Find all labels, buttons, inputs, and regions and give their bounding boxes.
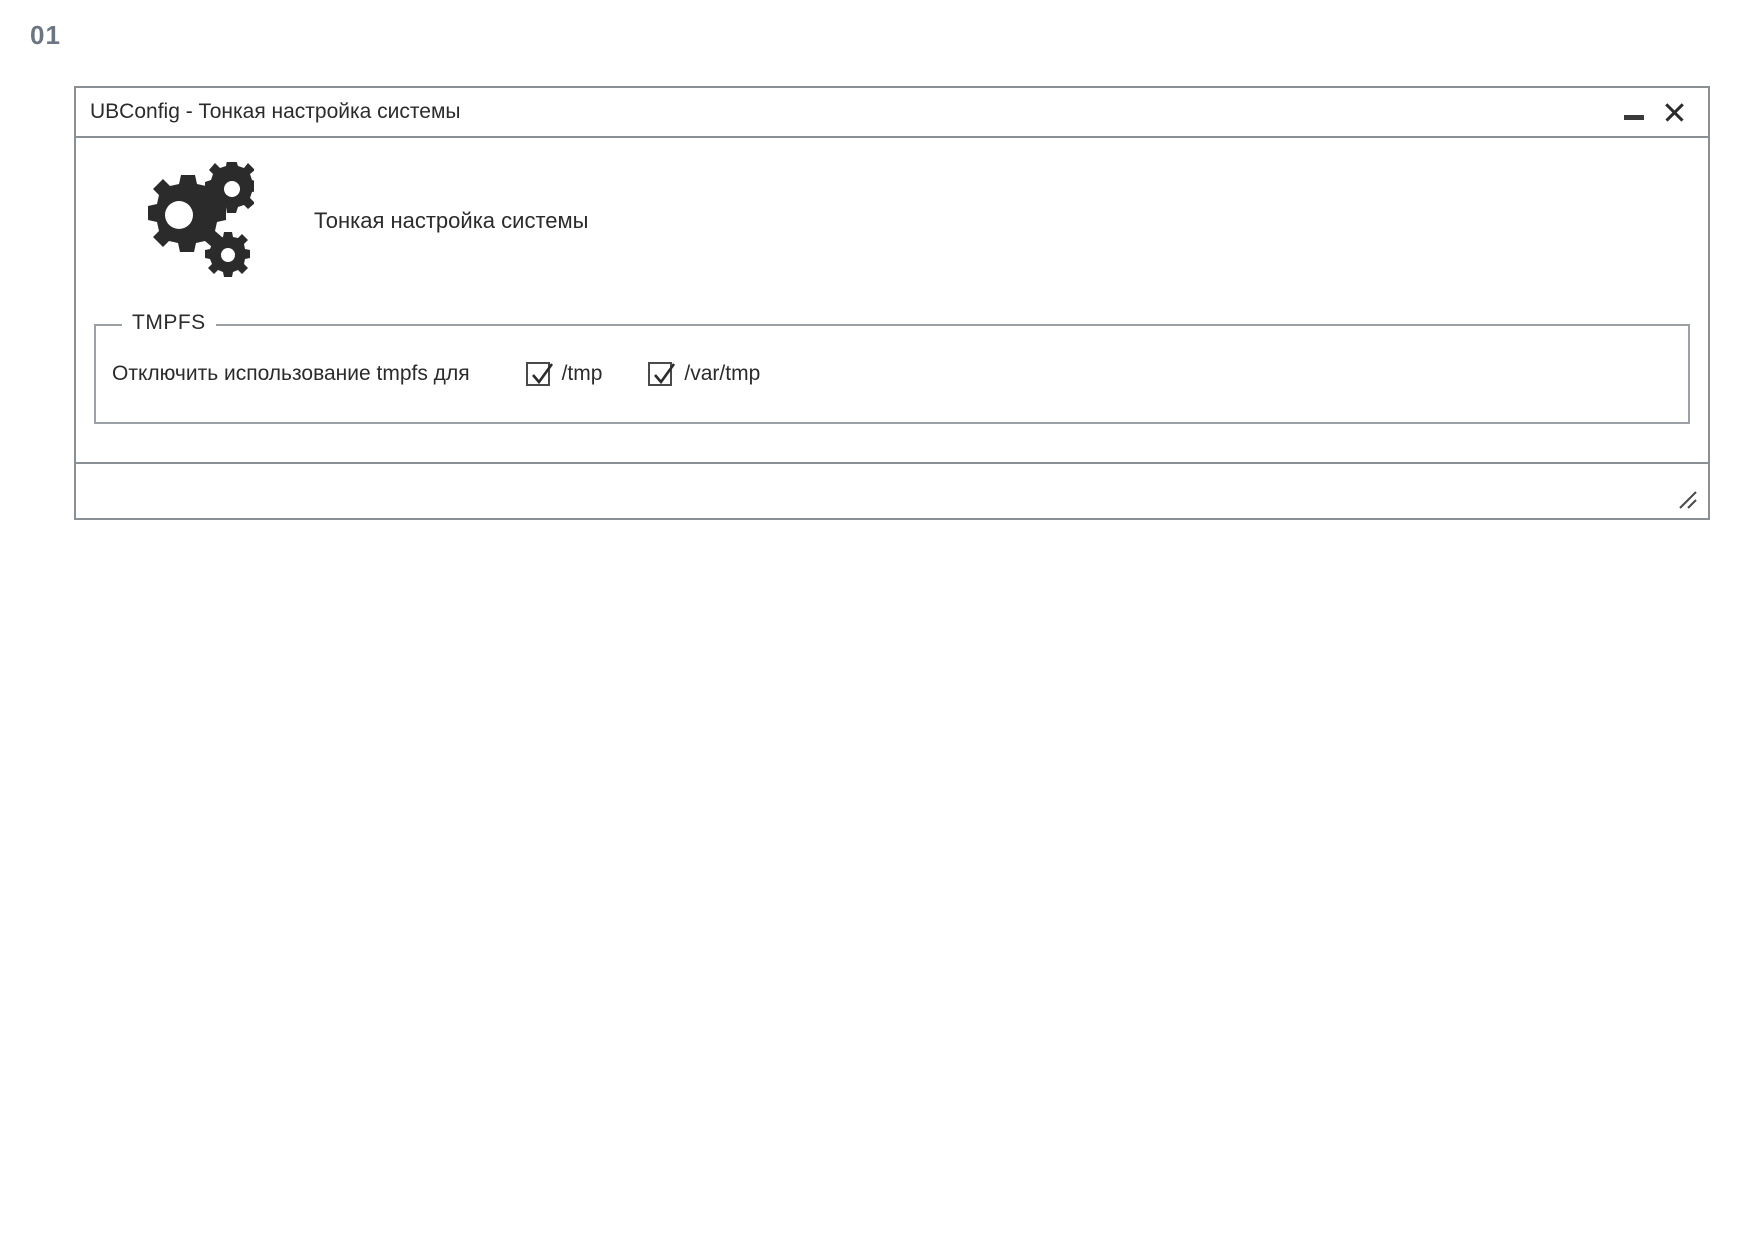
- ubconfig-window: [74, 86, 1710, 520]
- checkbox-var-tmp[interactable]: [648, 362, 760, 386]
- check-icon: [651, 361, 677, 389]
- close-icon: [1663, 101, 1685, 123]
- resize-grip-icon[interactable]: [1676, 488, 1698, 510]
- tmpfs-group-legend: TMPFS: [122, 311, 216, 335]
- checkbox-var-tmp-label: /var/tmp: [684, 362, 761, 385]
- check-icon: [529, 361, 555, 389]
- minimize-icon: [1624, 115, 1644, 120]
- tmpfs-group-content: [96, 326, 1688, 422]
- tmpfs-groupbox: [94, 311, 1690, 424]
- header-row: [76, 138, 1708, 278]
- gears-icon: [124, 162, 254, 280]
- close-button[interactable]: [1654, 92, 1694, 132]
- checkbox-var-tmp-box[interactable]: [648, 362, 672, 386]
- window-body: [76, 138, 1708, 518]
- status-bar: [76, 462, 1708, 518]
- page-index-label: 01: [30, 20, 61, 50]
- window-titlebar[interactable]: [76, 88, 1708, 138]
- window-title: UBConfig - Тонкая настройка системы: [90, 100, 461, 123]
- header-caption: Тонкая настройка системы: [314, 208, 589, 233]
- checkbox-tmp-label: /tmp: [561, 362, 603, 385]
- checkbox-tmp-box[interactable]: [526, 362, 550, 386]
- checkbox-tmp[interactable]: [526, 362, 603, 386]
- tmpfs-disable-label: Отключить использование tmpfs для: [112, 362, 470, 385]
- minimize-button[interactable]: [1614, 92, 1654, 132]
